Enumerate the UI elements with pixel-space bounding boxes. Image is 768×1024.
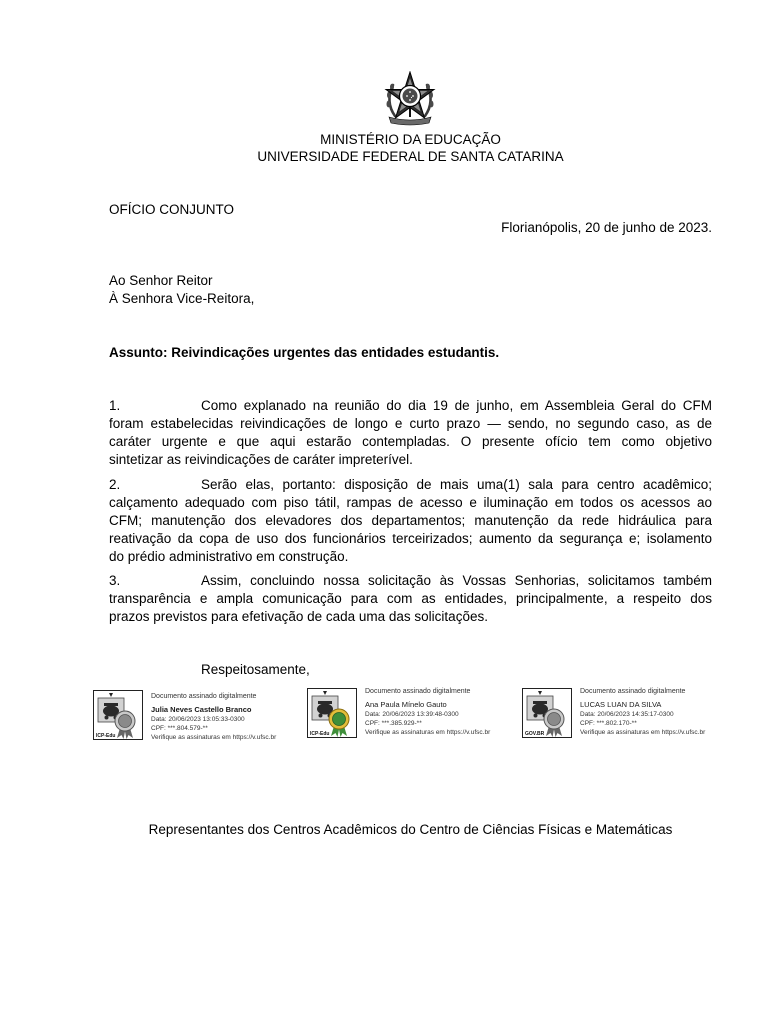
signer-cpf: CPF: ***.804.579-** — [151, 725, 208, 732]
signature-verify-note: Verifique as assinaturas em https://v.ufsc.br — [365, 729, 491, 736]
paragraph-1-line-1: Como explanado na reunião do dia 19 de junho, em Assembleia Geral do CFM — [201, 398, 712, 413]
paragraph-3-line-1: Assim, concluindo nossa solicitação às Vossas Senhorias, solicitamos também — [201, 573, 712, 588]
paragraph-1-line-4: sintetizar as reivindicações de caráter impreterível. — [109, 452, 413, 467]
signature-label: Documento assinado digitalmente — [365, 688, 471, 695]
recipient-rector: Ao Senhor Reitor — [109, 273, 213, 288]
place-date: Florianópolis, 20 de junho de 2023. — [501, 220, 712, 235]
signature-date: Data: 20/06/2023 13:39:48-0300 — [365, 711, 459, 718]
paragraph-2-line-2: calçamento adequado com piso tátil, rampas de acesso e iluminação em todos os acessos ao — [109, 495, 712, 510]
signer-name: LUCAS LUAN DA SILVA — [580, 700, 662, 709]
paragraph-2-line-4: reativação da copa de uso dos funcionários terceirizados; aumento da segurança e; isolamento — [109, 531, 712, 546]
signer-cpf: CPF: ***.802.170-** — [580, 720, 637, 727]
signature-badge-label: ICP-Edu — [310, 731, 330, 737]
recipient-vice-rector: À Senhora Vice-Reitora, — [109, 291, 255, 306]
paragraph-3-line-2: transparência e ampla comunicação para com as entidades, principalmente, a respeito dos — [109, 591, 712, 606]
signature-badge-label: GOV.BR — [525, 731, 545, 737]
digital-signature-3 — [522, 683, 742, 743]
digital-signature-1 — [93, 688, 313, 748]
ministry-title: MINISTÉRIO DA EDUCAÇÃO — [320, 132, 501, 147]
signature-date: Data: 20/06/2023 14:35:17-0300 — [580, 711, 674, 718]
paragraph-3-line-3: prazos previstos para efetivação de cada uma das solicitações. — [109, 609, 488, 624]
university-title: UNIVERSIDADE FEDERAL DE SANTA CATARINA — [257, 149, 564, 164]
paragraph-1-line-2: foram estabelecidas reivindicações de longo e curto prazo — sendo, no segundo caso, as de — [109, 416, 712, 431]
signature-date: Data: 20/06/2023 13:05:33-0300 — [151, 716, 245, 723]
paragraph-1-number: 1. — [109, 398, 121, 413]
signature-label: Documento assinado digitalmente — [580, 688, 686, 695]
signature-verify-note: Verifique as assinaturas em https://v.ufsc.br — [580, 729, 706, 736]
signatories-footer: Representantes dos Centros Acadêmicos do Centro de Ciências Físicas e Matemáticas — [148, 822, 673, 837]
signature-seal-icon — [522, 688, 572, 738]
coat-of-arms-icon — [382, 71, 438, 127]
signer-name: Julia Neves Castello Branco — [151, 705, 252, 714]
signature-seal-icon — [307, 688, 357, 738]
signature-verify-note: Verifique as assinaturas em https://v.ufsc.br — [151, 734, 277, 741]
paragraph-2-line-3: CFM; manutenção dos elevadores dos departamentos; manutenção da rede hidráulica para — [109, 513, 712, 528]
paragraph-2-number: 2. — [109, 477, 121, 492]
paragraph-2-line-5: do prédio administrativo em construção. — [109, 549, 349, 564]
signer-cpf: CPF: ***.385.929-** — [365, 720, 422, 727]
signature-label: Documento assinado digitalmente — [151, 693, 257, 700]
signature-badge-label: ICP-Edu — [96, 733, 116, 739]
signature-seal-icon — [93, 690, 143, 740]
digital-signature-2 — [307, 683, 527, 743]
signer-name: Ana Paula Mínelo Gauto — [365, 700, 447, 709]
subject-line: Assunto: Reivindicações urgentes das entidades estudantis. — [109, 345, 500, 360]
paragraph-1-line-3: caráter urgente e que aqui estarão contempladas. O presente ofício tem como objetivo — [109, 434, 712, 449]
paragraph-3-number: 3. — [109, 573, 121, 588]
closing: Respeitosamente, — [201, 662, 310, 677]
document-type: OFÍCIO CONJUNTO — [109, 202, 235, 217]
paragraph-2-line-1: Serão elas, portanto: disposição de mais uma(1) sala para centro acadêmico; — [201, 477, 712, 492]
